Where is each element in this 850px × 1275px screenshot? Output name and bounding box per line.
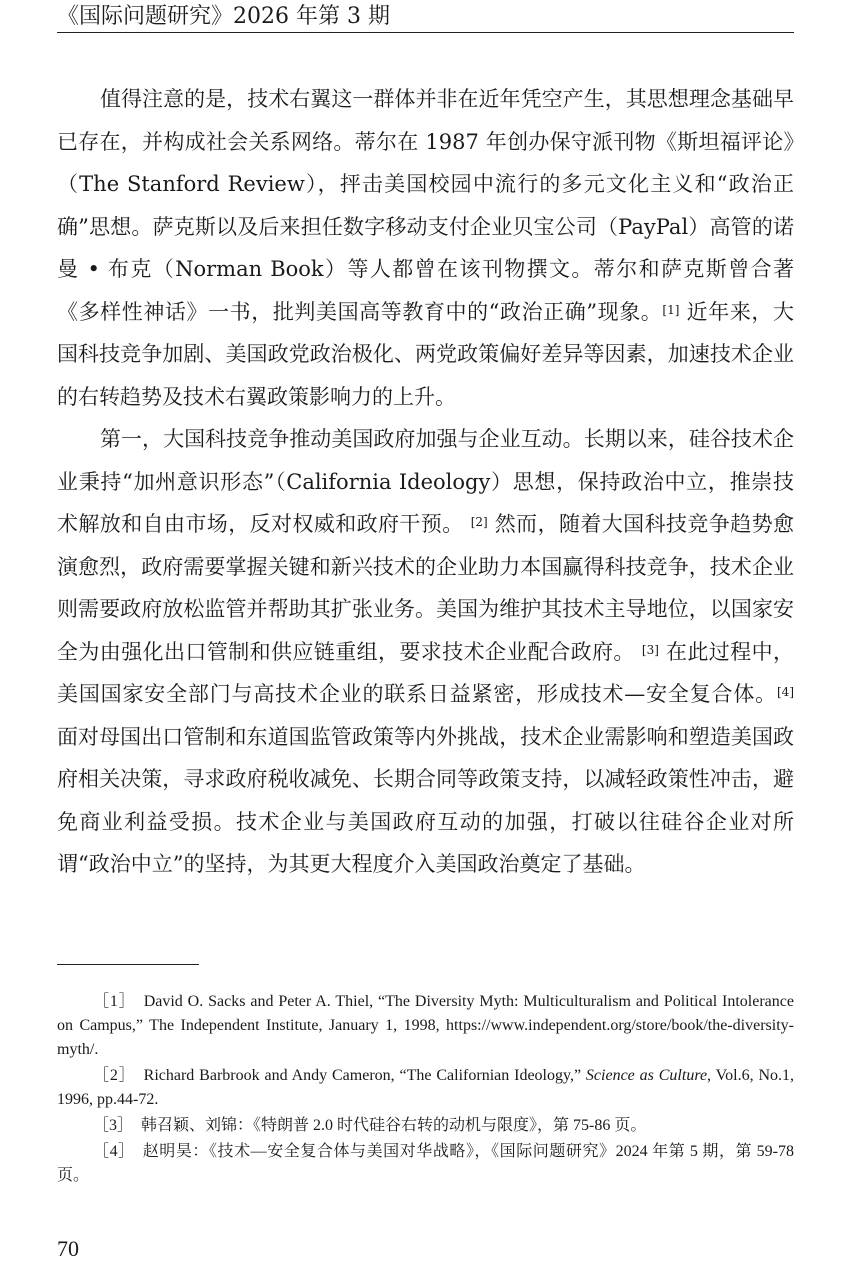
- footnote-ref-2[interactable]: [2]: [470, 515, 488, 529]
- body-text: [57, 78, 794, 886]
- footnote-3: [57, 1114, 794, 1138]
- footnote-text: Richard Barbrook and Andy Cameron, “The Californian Ideology,”: [143, 1067, 586, 1084]
- footnote-ref-1[interactable]: [1]: [662, 302, 680, 317]
- journal-name: Science as Culture: [585, 1067, 708, 1084]
- footnote-4: [57, 1140, 794, 1188]
- footnote-1: [57, 990, 794, 1062]
- footnote-number: ［3］: [93, 1117, 134, 1134]
- paragraph-2: [57, 418, 794, 886]
- footnote-text: 赵明昊：《技术—安全复合体与美国对华战略》，《国际问题研究》2024 年第 5 期，第 59-78 页。: [57, 1143, 794, 1184]
- footnote-number: ［4］: [93, 1143, 135, 1160]
- paragraph-text: 面对母国出口管制和东道国监管政策等内外挑战，技术企业需影响和塑造美国政府相关决策，寻求政府税收减免、长期合同等政策支持，以减轻政策性冲击，避免商业利益受损。技术企业与美国政府互动的加强，打破以往硅谷企业对所谓“政治中立”的坚持，为其更大程度介入美国政治奠定了基础。: [57, 724, 794, 876]
- footnote-number: ［1］: [93, 993, 136, 1010]
- paragraph-text: 第一，大国科技竞争推动美国政府加强与企业互动。长期以来，硅谷技术企业秉持“加州意识形态”（California Ideology）思想，保持政治中立，推崇技术解放和自由市场，反对权威和政府干预。: [57, 427, 794, 536]
- footnote-text: , Vol.6, No.1, 1996, pp.44-72.: [57, 1067, 794, 1108]
- page-number: 70: [57, 1236, 79, 1261]
- footnote-divider: [57, 964, 199, 965]
- paragraph-text: 然而，随着大国科技竞争趋势愈演愈烈，政府需要掌握关键和新兴技术的企业助力本国赢得科技竞争，技术企业则需要政府放松监管并帮助其扩张业务。美国为维护其技术主导地位，以国家安全为由强化出口管制和供应链重组，要求技术企业配合政府。: [57, 512, 794, 664]
- paragraph-text: 近年来，大国科技竞争加剧、美国政党政治极化、两党政策偏好差异等因素，加速技术企业的右转趋势及技术右翼政策影响力的上升。: [57, 299, 794, 409]
- paragraph-text: 值得注意的是，技术右翼这一群体并非在近年凭空产生，其思想理念基础早已存在，并构成社会关系网络。蒂尔在 1987 年创办保守派刊物《斯坦福评论》（The Stanford Review），抨击美国校园中流行的多元文化主义和“政治正确”思想。萨克斯以及后来担任数字移动支付企业贝宝公司（PayPal）高管的诺曼 • 布克（Norman Book）等人都曾在该刊物撰文。蒂尔和萨克斯曾合著《多样性神话》一书，批判美国高等教育中的“政治正确”现象。: [57, 87, 794, 324]
- footnote-text: David O. Sacks and Peter A. Thiel, “The Diversity Myth: Multiculturalism and Political Intolerance on Campus,” The Independent Institute, January 1, 1998, https://www.independent.org/store/book/the-diversity-myth/.: [57, 993, 794, 1058]
- running-header: [57, 2, 794, 33]
- footnote-2: [57, 1064, 794, 1112]
- footnote-ref-3[interactable]: [3]: [641, 642, 659, 657]
- footnotes: [57, 990, 794, 1190]
- journal-title: 《国际问题研究》2026 年第 3 期: [57, 4, 390, 29]
- footnote-number: ［2］: [93, 1067, 136, 1084]
- paragraph-text: 在此过程中，美国国家安全部门与高技术企业的联系日益紧密，形成技术—安全复合体。: [57, 639, 794, 706]
- footnote-text: 韩召颖、刘锦：《特朗普 2.0 时代硅谷右转的动机与限度》，第 75-86 页。: [141, 1117, 647, 1134]
- footnote-ref-4[interactable]: [4]: [777, 685, 794, 699]
- paragraph-1: [57, 78, 794, 418]
